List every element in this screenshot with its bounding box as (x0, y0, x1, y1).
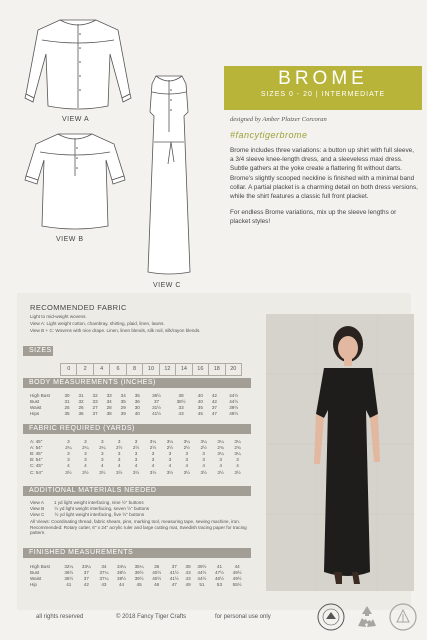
table-cell: 2½ (115, 444, 123, 450)
table-cell: 3½ (132, 469, 140, 475)
table-cell: 41 (66, 582, 72, 588)
table-cell: 3¼ (200, 438, 207, 444)
table-cell: 2½ (132, 444, 140, 450)
table-cell: 3 (236, 457, 239, 463)
table-cell: 36½ (64, 575, 74, 581)
table-cell: 29 (120, 404, 126, 410)
table-cell: 41½ (152, 411, 162, 417)
table-cell: 3½ (65, 469, 72, 475)
table-cell: 42 (211, 398, 217, 404)
table-cell: 47 (171, 582, 177, 588)
table-cell: 43 (101, 582, 107, 588)
recommended-fabric-line-1: Light to mid-weight wovens. (30, 314, 87, 319)
table-cell: 3 (185, 450, 189, 456)
table-cell: 42 (211, 392, 217, 398)
table-cell: 3 (67, 457, 70, 463)
table-cell: 35¼ (134, 563, 144, 569)
table-cell: 3½ (82, 469, 89, 475)
table-cell: 37 (171, 563, 177, 569)
fabric-required-band: FABRIC REQUIRED (YARDS) (23, 424, 251, 434)
table-cell: 40 (134, 411, 140, 417)
table-cell: 4 (84, 463, 87, 469)
sizes-row (60, 363, 242, 376)
table-cell: 44½ (197, 569, 207, 575)
footer-rights: all rights reserved (36, 614, 84, 620)
table-cell: 28 (106, 404, 112, 410)
table-cell: 3 (134, 438, 138, 444)
table-cell: 51 (199, 582, 205, 588)
table-cell: 37¼ (99, 569, 109, 575)
view-b-dress-sketch (20, 130, 130, 230)
table-cell: 37 (92, 411, 98, 417)
table-cell: 4 (151, 463, 155, 469)
row-label: B: 54" (30, 457, 43, 463)
materials-view-b: View B ½ yd light weight interfacing, seven ½" buttons (30, 506, 150, 511)
table-cell: 46½ (215, 575, 224, 581)
table-cell: 44 (234, 563, 240, 569)
table-cell: 3 (168, 450, 172, 456)
table-cell: 3 (202, 450, 205, 456)
size-cell: 18 (208, 364, 224, 375)
table-cell: 41½ (169, 575, 179, 581)
table-cell: 36 (78, 411, 84, 417)
designer-credit: designed by Amber Platzer Corcoran (230, 116, 327, 123)
table-cell: 2¼ (99, 444, 106, 450)
table-cell: 33 (178, 404, 184, 410)
table-cell: 41 (216, 563, 223, 569)
table-cell: 44½ (229, 392, 239, 398)
table-cell: 49½ (232, 569, 242, 575)
table-cell: 30 (134, 404, 140, 410)
size-cell: 10 (142, 364, 158, 375)
table-cell: 38 (106, 411, 112, 417)
row-label: Waist (30, 404, 42, 410)
body-measurements-band: BODY MEASUREMENTS (INCHES) (23, 378, 251, 388)
table-cell: 3¼ (183, 438, 190, 444)
table-cell: 36 (134, 398, 140, 404)
table-cell: 4 (117, 463, 121, 469)
table-cell: 33 (106, 392, 112, 398)
table-cell: 3 (185, 457, 189, 463)
table-cell: 4 (100, 463, 104, 469)
materials-band: ADDITIONAL MATERIALS NEEDED (23, 486, 251, 496)
table-cell: 3½ (234, 469, 241, 475)
table-cell: 55½ (232, 582, 242, 588)
table-cell: 35 (120, 398, 126, 404)
table-cell: 3 (151, 457, 155, 463)
table-cell: 43 (178, 411, 184, 417)
table-cell: 3 (67, 450, 70, 456)
table-cell: 41½ (169, 569, 179, 575)
table-cell: 3 (117, 450, 121, 456)
table-cell: 46 (154, 582, 160, 588)
footer-copyright: © 2018 Fancy Tiger Crafts (116, 614, 187, 620)
table-cell: 32 (92, 392, 98, 398)
table-cell: 49½ (232, 575, 242, 581)
pattern-subtitle: SIZES 0 - 20 | INTERMEDIATE (260, 91, 386, 98)
description-p1: Brome includes three variations: a button up shirt with full sleeve, a 3/4 sleeve knee-length dress, and a sleeveless maxi dress. Subtle gathers at the yoke create a flattering fit without darts. Brome's slightly scooped neckline is finished with a minimal band collar. A partial placket is a charming detail on both dress versions, while the shirt features a classic full front placket. (230, 147, 418, 201)
recommended-fabric-line-3: View B + C: Wovens with nice drape. Linen, linen blends, silk noil, silk/rayon blends. (30, 328, 201, 333)
size-cell: 14 (175, 364, 191, 375)
table-cell: 53 (216, 582, 223, 588)
table-cell: 49 (185, 582, 191, 588)
table-cell: 40½ (152, 569, 162, 575)
size-cell: 8 (126, 364, 142, 375)
table-cell: 38 (185, 563, 191, 569)
row-label: C: 45" (30, 463, 43, 469)
table-cell: 3 (100, 438, 104, 444)
finished-measurement-row (30, 582, 246, 588)
table-cell: 3 (67, 438, 70, 444)
table-cell: 3 (100, 450, 104, 456)
table-cell: 44 (118, 582, 125, 588)
row-label: A: 54" (30, 444, 43, 450)
title-band (224, 66, 422, 110)
table-cell: 35 (64, 411, 70, 417)
table-cell: 3½ (166, 469, 174, 475)
table-cell: 32 (78, 398, 84, 404)
table-cell: 2¼ (82, 444, 89, 450)
body-measurements-table (30, 392, 246, 417)
table-cell: 47½ (215, 569, 224, 575)
model-photo (266, 314, 414, 591)
table-cell: 2¾ (234, 444, 241, 450)
sizes-band: SIZES (23, 346, 53, 356)
table-cell: 3 (117, 438, 121, 444)
row-label: Hips (30, 411, 40, 417)
table-cell: 3¼ (217, 438, 224, 444)
table-cell: 34¼ (117, 563, 126, 569)
table-cell: 44½ (229, 398, 239, 404)
table-cell: 39½ (134, 569, 144, 575)
table-cell: 40 (197, 392, 203, 398)
table-cell: 3 (151, 450, 155, 456)
table-cell: 27 (92, 404, 98, 410)
table-cell: 3½ (200, 469, 207, 475)
table-cell: 38½ (117, 575, 126, 581)
table-cell: 3½ (149, 469, 157, 475)
table-cell: 2½ (183, 444, 190, 450)
view-a-label: VIEW A (62, 116, 90, 123)
finished-measurements-table (30, 563, 246, 588)
materials-view-a: View A 1 yd light weight interfacing, nine ½" buttons (30, 500, 144, 505)
table-cell: 4 (168, 463, 172, 469)
fancy-tiger-logo-icon (316, 602, 346, 632)
table-cell: 37 (83, 569, 89, 575)
table-cell: 2¼ (65, 444, 72, 450)
table-cell: 3 (117, 457, 121, 463)
view-a-shirt-sketch (22, 14, 134, 114)
table-cell: 3 (134, 457, 138, 463)
table-cell: 3 (84, 450, 87, 456)
table-cell: 35 (134, 392, 140, 398)
table-cell: 45 (197, 411, 203, 417)
table-cell: 4 (236, 463, 239, 469)
size-cell: 12 (159, 364, 175, 375)
body-measurement-row (30, 411, 246, 417)
fabric-required-table (30, 438, 246, 475)
size-cell: 0 (67, 366, 71, 372)
description (230, 146, 418, 234)
size-cell: 2 (76, 364, 92, 375)
model-photo-illustration (266, 314, 414, 591)
table-cell: 4 (67, 463, 70, 469)
table-cell: 2½ (200, 444, 207, 450)
materials-all-views: All Views: Coordinating thread, fabric shears, pins, marking tool, measuring tape, sewing machine, iron. Recommended: Rotary cutter, 6" x 24" acrylic ruler and large cutting mat, Swedish tracing paper for tracing pattern. (30, 519, 247, 536)
table-cell: 35 (197, 404, 203, 410)
table-cell: 43 (185, 575, 191, 581)
table-cell: 38½ (117, 569, 126, 575)
table-cell: 3½ (183, 469, 190, 475)
size-cell: 16 (192, 364, 208, 375)
table-cell: 4 (185, 463, 189, 469)
size-cell: 4 (93, 364, 109, 375)
table-cell: 42 (83, 582, 89, 588)
table-cell: 37 (83, 575, 89, 581)
finished-measurements-band: FINISHED MEASUREMENTS (23, 548, 251, 558)
table-cell: 38½ (176, 398, 186, 404)
table-cell: 3½ (217, 469, 224, 475)
table-cell: 44½ (197, 575, 207, 581)
row-label: High Bust (30, 563, 50, 569)
table-cell: 3 (100, 457, 104, 463)
table-cell: 3¼ (217, 450, 224, 456)
table-cell: 37 (153, 398, 160, 404)
table-cell: 2¾ (217, 444, 224, 450)
table-cell: 40 (197, 398, 203, 404)
table-cell: 34 (120, 392, 126, 398)
table-cell: 33¼ (81, 563, 91, 569)
table-cell: 3 (84, 438, 87, 444)
table-cell: 25 (64, 404, 70, 410)
table-cell: 3¼ (149, 438, 157, 444)
table-cell: 31 (64, 398, 70, 404)
table-cell: 34 (106, 398, 112, 404)
table-cell: 4 (202, 463, 205, 469)
row-label: Bust (30, 569, 40, 575)
table-cell: 3 (202, 457, 205, 463)
table-cell: 30 (64, 392, 70, 398)
table-cell: 33 (92, 398, 98, 404)
paper-seal-icon (388, 602, 418, 632)
table-cell: 37¼ (99, 575, 109, 581)
row-label: Bust (30, 398, 40, 404)
table-cell: 2½ (149, 444, 157, 450)
table-cell: 3 (219, 457, 222, 463)
table-cell: 3¼ (234, 450, 241, 456)
table-cell: 3¼ (234, 438, 241, 444)
table-cell: 36½ (152, 392, 162, 398)
row-label: High Bust (30, 392, 50, 398)
materials-view-c: View C ½ yd light weight interfacing, five ½" buttons (30, 512, 145, 517)
table-cell: 26 (78, 404, 84, 410)
table-cell: 3½ (99, 469, 106, 475)
table-cell: 45 (136, 582, 142, 588)
row-label: A: 45" (30, 438, 43, 444)
table-cell: 36½ (64, 569, 74, 575)
table-cell: 47 (211, 411, 217, 417)
description-p2: For endless Brome variations, mix up the sleeve lengths or placket styles! (230, 209, 397, 226)
table-cell: 3 (168, 457, 172, 463)
table-cell: 37 (211, 404, 217, 410)
row-label: B: 45" (30, 450, 43, 456)
table-cell: 40½ (152, 575, 162, 581)
table-cell: 31½ (152, 404, 162, 410)
view-b-label: VIEW B (56, 236, 84, 243)
table-cell: 4 (134, 463, 138, 469)
table-cell: 31 (78, 392, 84, 398)
pattern-title: BROME (278, 68, 368, 89)
table-cell: 39½ (229, 404, 239, 410)
table-cell: 43 (185, 569, 191, 575)
table-cell: 4 (219, 463, 222, 469)
footer-personal-use: for personal use only (215, 614, 271, 620)
table-cell: 39 (120, 411, 126, 417)
table-cell: 36 (154, 563, 160, 569)
recommended-fabric-title: RECOMMENDED FABRIC (30, 303, 127, 312)
hashtag: #fancytigerbrome (230, 130, 308, 140)
recommended-fabric-line-2: View A: Light weight cotton, chambray, shirting, plaid, linen, lawns. (30, 321, 165, 326)
table-cell: 34 (101, 563, 107, 569)
fabric-required-row (30, 469, 246, 475)
table-cell: 3½ (115, 469, 123, 475)
row-label: C: 54" (30, 469, 43, 475)
table-cell: 2½ (166, 444, 174, 450)
table-cell: 3 (134, 450, 138, 456)
table-cell: 49½ (229, 411, 239, 417)
row-label: Hip (30, 582, 37, 588)
table-cell: 32¼ (64, 563, 74, 569)
table-cell: 39½ (134, 575, 144, 581)
table-cell: 3 (84, 457, 87, 463)
view-c-label: VIEW C (153, 282, 181, 289)
view-c-maxi-sketch (138, 72, 200, 278)
row-label: Waist (30, 575, 42, 581)
size-cell: 6 (109, 364, 125, 375)
table-cell: 3¼ (166, 438, 174, 444)
table-cell: 38 (178, 392, 184, 398)
size-cell: 20 (225, 364, 241, 375)
recycle-icon (352, 602, 382, 632)
table-cell: 39½ (197, 563, 207, 569)
